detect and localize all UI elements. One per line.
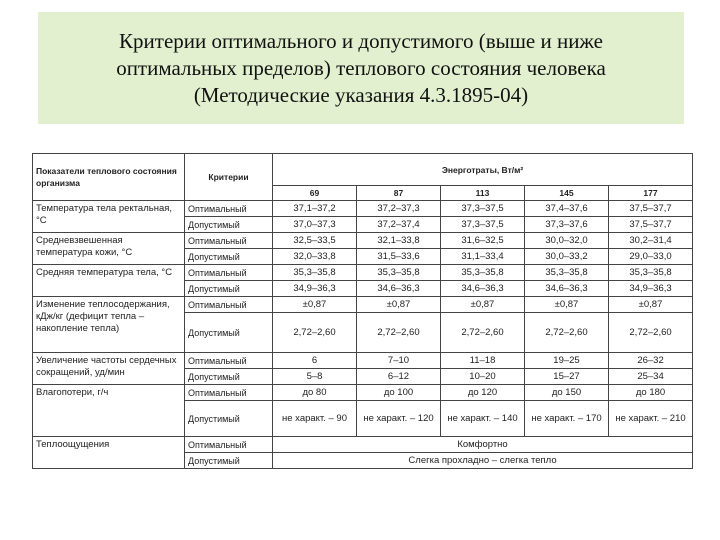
table-row xyxy=(33,385,693,401)
value-cell: 6–12 xyxy=(357,369,441,385)
merged-value-cell: Комфортно xyxy=(273,437,693,453)
criterion-cell: Допустимый xyxy=(185,313,273,353)
value-cell: 34,6–36,3 xyxy=(357,281,441,297)
criterion-cell: Оптимальный xyxy=(185,233,273,249)
value-cell: не характ. – 140 xyxy=(441,401,525,437)
value-cell: ±0,87 xyxy=(273,297,357,313)
value-cell: 35,3–35,8 xyxy=(525,265,609,281)
value-cell: 2,72–2,60 xyxy=(441,313,525,353)
value-cell: не характ. – 170 xyxy=(525,401,609,437)
header-row xyxy=(33,154,693,186)
header-level: 177 xyxy=(609,186,693,201)
header-level: 87 xyxy=(357,186,441,201)
header-level: 113 xyxy=(441,186,525,201)
value-cell: 35,3–35,8 xyxy=(357,265,441,281)
indicator-cell: Температура тела ректальная, °C xyxy=(33,201,185,233)
table-row xyxy=(33,233,693,249)
value-cell: 26–32 xyxy=(609,353,693,369)
value-cell: 30,2–31,4 xyxy=(609,233,693,249)
value-cell: 30,0–33,2 xyxy=(525,249,609,265)
table-row xyxy=(33,201,693,217)
criterion-cell: Допустимый xyxy=(185,401,273,437)
criterion-cell: Оптимальный xyxy=(185,353,273,369)
value-cell: 34,6–36,3 xyxy=(441,281,525,297)
indicator-cell: Средняя температура тела, °C xyxy=(33,265,185,297)
value-cell: 35,3–35,8 xyxy=(441,265,525,281)
criteria-table xyxy=(32,153,693,469)
header-energy: Энерготраты, Вт/м² xyxy=(273,154,693,186)
header-criteria: Критерии xyxy=(185,154,273,201)
indicator-cell: Влагопотери, г/ч xyxy=(33,385,185,437)
criterion-cell: Допустимый xyxy=(185,281,273,297)
value-cell: до 80 xyxy=(273,385,357,401)
value-cell: 37,2–37,3 xyxy=(357,201,441,217)
value-cell: до 100 xyxy=(357,385,441,401)
title-line-2: оптимальных пределов) теплового состояния человека xyxy=(116,55,606,80)
header-level: 69 xyxy=(273,186,357,201)
value-cell: 11–18 xyxy=(441,353,525,369)
indicator-cell: Увеличение частоты сердечных сокращений, уд/мин xyxy=(33,353,185,385)
value-cell: 2,72–2,60 xyxy=(273,313,357,353)
value-cell: 15–27 xyxy=(525,369,609,385)
criterion-cell: Оптимальный xyxy=(185,437,273,453)
value-cell: 37,5–37,7 xyxy=(609,201,693,217)
value-cell: 31,6–32,5 xyxy=(441,233,525,249)
value-cell: 10–20 xyxy=(441,369,525,385)
value-cell: 35,3–35,8 xyxy=(609,265,693,281)
value-cell: до 150 xyxy=(525,385,609,401)
criterion-cell: Допустимый xyxy=(185,453,273,469)
header-indicator: Показатели теплового состояния организма xyxy=(33,154,185,201)
title-box xyxy=(38,12,684,124)
title-line-3: (Методические указания 4.3.1895-04) xyxy=(193,82,529,107)
value-cell: 5–8 xyxy=(273,369,357,385)
value-cell: 6 xyxy=(273,353,357,369)
header-level: 145 xyxy=(525,186,609,201)
value-cell: ±0,87 xyxy=(609,297,693,313)
value-cell: до 180 xyxy=(609,385,693,401)
criterion-cell: Оптимальный xyxy=(185,201,273,217)
value-cell: 29,0–33,0 xyxy=(609,249,693,265)
indicator-cell: Теплоощущения xyxy=(33,437,185,469)
value-cell: ±0,87 xyxy=(357,297,441,313)
value-cell: 2,72–2,60 xyxy=(525,313,609,353)
value-cell: ±0,87 xyxy=(525,297,609,313)
value-cell: 31,1–33,4 xyxy=(441,249,525,265)
table-row xyxy=(33,265,693,281)
value-cell: 34,9–36,3 xyxy=(273,281,357,297)
value-cell: 32,0–33,8 xyxy=(273,249,357,265)
value-cell: 37,3–37,5 xyxy=(441,201,525,217)
value-cell: не характ. – 210 xyxy=(609,401,693,437)
criterion-cell: Оптимальный xyxy=(185,265,273,281)
value-cell: 7–10 xyxy=(357,353,441,369)
value-cell: 37,3–37,6 xyxy=(525,217,609,233)
value-cell: 2,72–2,60 xyxy=(357,313,441,353)
criterion-cell: Допустимый xyxy=(185,369,273,385)
table-row xyxy=(33,437,693,453)
criterion-cell: Оптимальный xyxy=(185,297,273,313)
title-line-1: Критерии оптимального и допустимого (выше и ниже xyxy=(119,28,603,53)
indicator-cell: Средневзвешенная температура кожи, °C xyxy=(33,233,185,265)
criterion-cell: Допустимый xyxy=(185,217,273,233)
value-cell: 34,9–36,3 xyxy=(609,281,693,297)
value-cell: 37,5–37,7 xyxy=(609,217,693,233)
value-cell: 19–25 xyxy=(525,353,609,369)
value-cell: 30,0–32,0 xyxy=(525,233,609,249)
value-cell: 37,4–37,6 xyxy=(525,201,609,217)
value-cell: 32,5–33,5 xyxy=(273,233,357,249)
value-cell: не характ. – 90 xyxy=(273,401,357,437)
value-cell: 35,3–35,8 xyxy=(273,265,357,281)
value-cell: не характ. – 120 xyxy=(357,401,441,437)
value-cell: 25–34 xyxy=(609,369,693,385)
value-cell: 37,2–37,4 xyxy=(357,217,441,233)
value-cell: 37,0–37,3 xyxy=(273,217,357,233)
criterion-cell: Допустимый xyxy=(185,249,273,265)
table-row xyxy=(33,353,693,369)
value-cell: 37,1–37,2 xyxy=(273,201,357,217)
value-cell: до 120 xyxy=(441,385,525,401)
table-row xyxy=(33,297,693,313)
value-cell: 32,1–33,8 xyxy=(357,233,441,249)
value-cell: 37,3–37,5 xyxy=(441,217,525,233)
value-cell: ±0,87 xyxy=(441,297,525,313)
value-cell: 31,5–33,6 xyxy=(357,249,441,265)
indicator-cell: Изменение теплосодержания, кДж/кг (дефицит тепла – накопление тепла) xyxy=(33,297,185,353)
value-cell: 2,72–2,60 xyxy=(609,313,693,353)
criterion-cell: Оптимальный xyxy=(185,385,273,401)
merged-value-cell: Слегка прохладно – слегка тепло xyxy=(273,453,693,469)
value-cell: 34,6–36,3 xyxy=(525,281,609,297)
